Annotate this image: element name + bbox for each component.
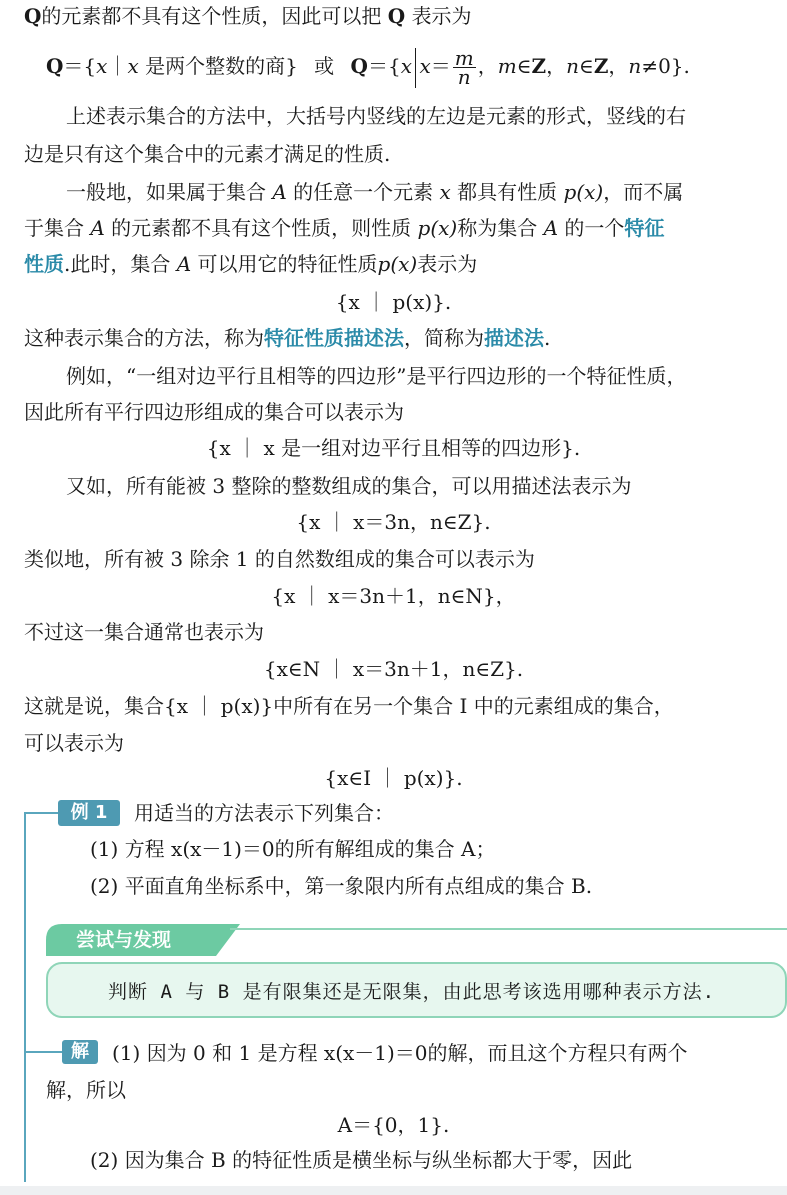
- try-discover-text: 判断 A 与 B 是有限集还是无限集，由此思考该选用哪种表示方法.: [108, 981, 716, 1003]
- example-prompt: 用适当的方法表示下列集合：: [134, 801, 394, 825]
- example-item-1: (1) 方程 x(x－1)＝0的所有解组成的集合 A；: [90, 837, 496, 861]
- solution-l3: (2) 因为集合 B 的特征性质是横坐标与纵坐标都大于零，因此: [90, 1148, 633, 1172]
- paragraph-explain-l2: 边是只有这个集合中的元素才满足的性质.: [24, 142, 391, 166]
- paragraph-description-method: 这种表示集合的方法，称为特征性质描述法，简称为描述法.: [24, 326, 551, 350]
- formula-subset: {x∈I ｜ p(x)}.: [324, 766, 463, 790]
- formula-divisible-3: {x ｜ x＝3n，n∈Z}.: [296, 510, 491, 534]
- paragraph-example-l2: 因此所有平行四边形组成的集合可以表示为: [24, 400, 404, 424]
- formula-px: {x ｜ p(x)}.: [335, 290, 452, 314]
- term-characteristic: 特征: [624, 216, 665, 240]
- solution-l2: 解，所以: [46, 1078, 126, 1102]
- paragraph-example-l1: 例如，“一组对边平行且相等的四边形”是平行四边形的一个特征性质，: [66, 364, 687, 388]
- paragraph-summary-l1: 这就是说，集合{x ｜ p(x)}中所有在另一个集合 I 中的元素组成的集合，: [24, 694, 674, 718]
- page-bottom-strip: [0, 1186, 787, 1195]
- solution-badge: 解: [62, 1040, 98, 1064]
- set-divider-bar: [415, 48, 417, 88]
- term-description-method: 描述法: [484, 326, 544, 350]
- formula-remainder-1: {x ｜ x＝3n＋1，n∈N}，: [271, 584, 516, 608]
- example-item-2: (2) 平面直角坐标系中，第一象限内所有点组成的集合 B.: [90, 874, 593, 898]
- example-badge: 例 1: [58, 800, 120, 826]
- paragraph-divisible: 又如，所有能被 3 整除的整数组成的集合，可以用描述法表示为: [66, 474, 632, 498]
- try-discover-top-line: [230, 928, 787, 933]
- paragraph-general-l2: 于集合 A 的元素都不具有这个性质，则性质 p(x)称为集合 A 的一个特征: [24, 216, 665, 240]
- set-symbol-q: Q: [24, 4, 42, 28]
- paragraph-intro: Q的元素都不具有这个性质，因此可以把 Q 表示为: [24, 4, 472, 28]
- paragraph-general-l3: 性质.此时，集合 A 可以用它的特征性质p(x)表示为: [24, 252, 478, 276]
- solution-formula: A＝{0，1}.: [337, 1113, 450, 1137]
- solution-l1: (1) 因为 0 和 1 是方程 x(x－1)＝0的解，而且这个方程只有两个: [112, 1041, 688, 1065]
- solution-bracket: [24, 1051, 62, 1053]
- paragraph-general-l1: 一般地，如果属于集合 A 的任意一个元素 x 都具有性质 p(x)，而不属: [66, 180, 684, 204]
- paragraph-explain-l1: 上述表示集合的方法中，大括号内竖线的左边是元素的形式，竖线的右: [66, 104, 686, 128]
- paragraph-summary-l2: 可以表示为: [24, 731, 124, 755]
- formula-q-definition: Q＝{x｜x 是两个整数的商} 或 Q＝{x x＝ $\frac{m}{n}$ ，m∈Z，n∈Z，n≠0}.: [46, 46, 690, 89]
- paragraph-remainder: 类似地，所有被 3 除余 1 的自然数组成的集合可以表示为: [24, 547, 535, 571]
- paragraph-usually: 不过这一集合通常也表示为: [24, 620, 264, 644]
- try-discover-title: 尝试与发现: [76, 929, 172, 951]
- term-description-method-full: 特征性质描述法: [264, 326, 404, 350]
- fraction-m-over-n: $\frac{m}{n}$: [454, 46, 474, 89]
- formula-remainder-z: {x∈N ｜ x＝3n＋1，n∈Z}.: [263, 657, 524, 681]
- formula-parallelogram: {x ｜ x 是一组对边平行且相等的四边形}.: [206, 436, 581, 460]
